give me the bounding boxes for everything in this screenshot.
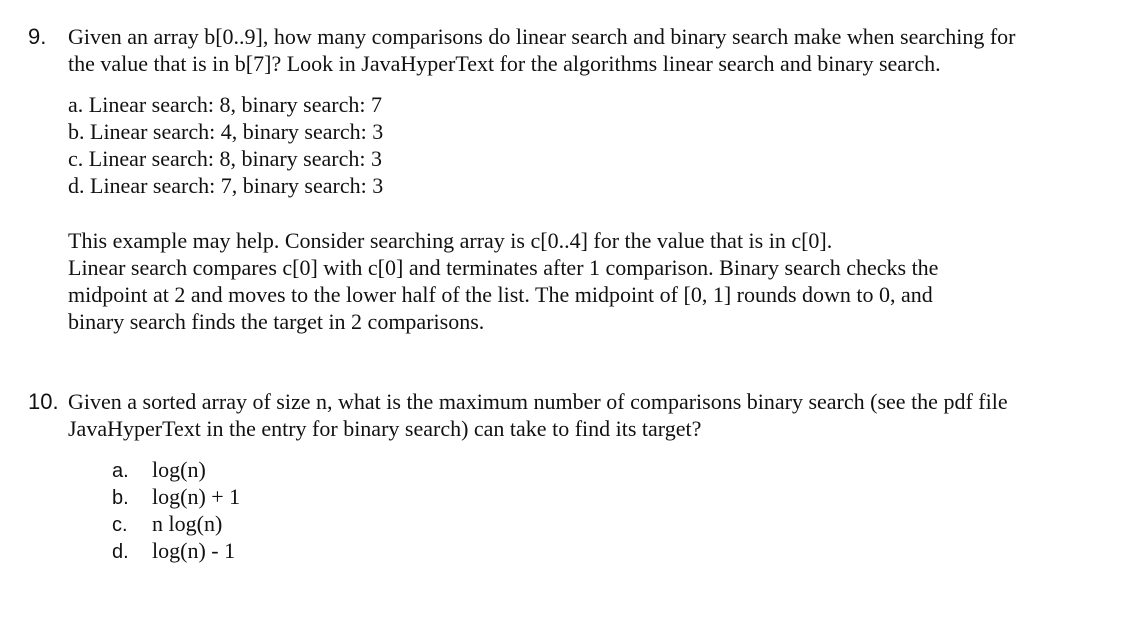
option-d[interactable]: d. Linear search: 7, binary search: 3 (68, 173, 384, 198)
option-d[interactable] (112, 537, 240, 564)
stem-line: the value that is in b[7]? Look in JavaHyperText for the algorithms linear search and binary search. (68, 51, 941, 76)
option-letter: c. (112, 514, 128, 536)
answer-options-q9 (68, 91, 383, 199)
option-letter: a. (112, 460, 129, 482)
option-letter: b. (112, 487, 129, 509)
option-a[interactable] (112, 456, 240, 483)
option-c[interactable] (112, 510, 240, 537)
question-number: 9. (28, 24, 47, 49)
help-line: binary search finds the target in 2 comparisons. (68, 309, 485, 334)
question-number: 10. (28, 389, 59, 414)
stem-line: Given an array b[0..9], how many comparisons do linear search and binary search make when searching for (68, 24, 1016, 49)
option-letter: d. (112, 541, 129, 563)
question-stem (68, 23, 1108, 77)
answer-options-q10 (112, 456, 240, 564)
option-c[interactable]: c. Linear search: 8, binary search: 3 (68, 146, 382, 171)
stem-line: Given a sorted array of size n, what is the maximum number of comparisons binary search (see the pdf file (68, 389, 1008, 414)
option-text: log(n) (152, 457, 206, 482)
option-b[interactable] (112, 483, 240, 510)
option-b[interactable]: b. Linear search: 4, binary search: 3 (68, 119, 384, 144)
help-example (68, 227, 1108, 335)
help-line: Linear search compares c[0] with c[0] and terminates after 1 comparison. Binary search checks the (68, 255, 939, 280)
option-text: n log(n) (152, 511, 223, 536)
option-text: log(n) + 1 (152, 484, 241, 509)
help-line: midpoint at 2 and moves to the lower half of the list. The midpoint of [0, 1] rounds down to 0, and (68, 282, 933, 307)
stem-line: JavaHyperText in the entry for binary search) can take to find its target? (68, 416, 702, 441)
option-a[interactable]: a. Linear search: 8, binary search: 7 (68, 92, 382, 117)
question-stem (68, 388, 1108, 442)
help-line: This example may help. Consider searching array is c[0..4] for the value that is in c[0]. (68, 228, 833, 253)
option-text: log(n) - 1 (152, 538, 236, 563)
